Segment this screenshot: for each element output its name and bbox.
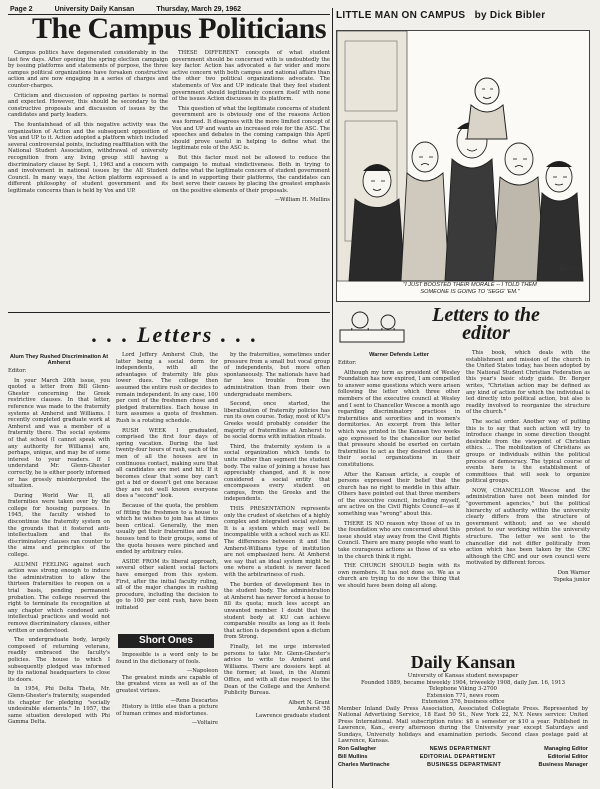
editorial-col-2 [172, 50, 330, 220]
short-one-author: —Napoleon [186, 668, 218, 675]
dept-label: BUSINESS DEPARTMENT [426, 761, 502, 768]
letter2-paragraph: This book, which deals with the establishment and mission of the church in the United States today, has been adopted by the National Student Christian Federation as this year's basic study guide. Dr. Berger writes, "Christian action may be defined as any kind of action for which the individual is led directly into political action, but also is readily involved to reorganize the structure of the church." [466, 350, 590, 416]
dept-label: EDITORIAL DEPARTMENT [419, 753, 496, 760]
comic-caption-line: "I JUST BOOSTED THEIR MORALE -- I TOLD THEM [403, 282, 537, 288]
editorial-paragraph: Campus politics have degenerated considerably in the last few days. After opening the spring election campaign by issuing platforms and statements of purpose, the three campus political organizations have forsaken constructive action and are now engaging in a series of charges and counter-charges. [8, 50, 168, 89]
letter2-paragraph: Although my term as president of Wesley Foundation has now expired, I am compelled to answer some questions which were arisen following the letter which three other members of the executive council at Wesley and I sent to Chancellor Wescoe a month ago regarding discriminatory practices in fraternities and sororities and in women's dormitories. An excerpt from this letter which was printed in the Kansan two weeks ago expressed to the chancellor our belief that pressure should be exerted on certain fraternities to act as they desired clauses of their social organizations in their constitutions. [338, 369, 460, 468]
paper-name: University Daily Kansan [54, 6, 135, 13]
letter1-col-2 [116, 352, 218, 632]
letter1-col-1 [8, 352, 110, 788]
letter2-paragraph: After the Kansan article, a couple of persons expressed their belief that the church has no right to meddle in this affair. Others have pointed out that three members of the executive council, including myself, are active on the Civil Rights Council—as if something was "wrong" about this. [338, 471, 460, 518]
letter1-paragraph: Second, once started, the liberalization of fraternity policies has run its own course. Today, most of KU's Greeks would probably consider the majority of fraternities at Amherst to be social dorms with initiation rituals. [224, 401, 330, 441]
staff-name: Ron Gallagher [338, 745, 377, 752]
letter1-paragraph: In your March 20th issue, you quoted a letter from Bill Glenn-Ghester concerning the Greek restrictive clauses. In that letter, reference was made to the fraternity systems at Amherst and Williams. I recently completed graduate work at Amherst and was a member of a fraternity there. The social systems of that school (I cannot speak with any authority for Williams) are, perhaps, unique, and may be of some interest to your readers. If I understand Mr. Glenn-Ghester correctly, he is either poorly informed or has grossly misinterpreted the situation. [8, 377, 110, 490]
masthead-line: Telephone Viking 3-2700 [429, 686, 497, 692]
letter2-paragraph: The social order. Another way of putting this is to say that such action will try to introduce change in some direction thought desirable from the viewpoint of Christian ethics. ... The mobilization of Christians as groups or individuals within the political process of democracy. The typical course of events here is the establishment of committees that will seek to organize political groups. [466, 418, 590, 485]
issue-date: Thursday, March 29, 1962 [156, 6, 242, 13]
letter2-title: Warner Defends Letter [369, 352, 429, 358]
letter1-paragraph: RUSH WEEK I graduated, comprised the first four days of spring vacation. During the last twenty-four hours of rush, each of the men of all the houses are in continuous contact, making sure that all candidates are met and hit. If it becomes clear that some boy can't get a bid or doesn't get one because they are not well known everyone does a "second" look. [116, 427, 218, 500]
letter1-signature-line: Lawrence graduate student [255, 712, 330, 719]
letter2-paragraph: NOW, CHANCELLOR Wescoe and the administration have not been minded for "government agencies," but the political hierarchy of authority within the university clearly differs from the structure of government without; and so we should protest to our working within the university structure. The letter we sent to the chancellor did not differ politically from action which has been taken by the CRC although the CRC and our own council were motivated by different forces. [466, 487, 590, 567]
comic-caption [380, 282, 560, 295]
staff-role: Managing Editor [544, 745, 588, 752]
letter1-paragraph: Third, the fraternity system is a social organization which tends to unite rather than segment the student body. The value of joining a house has appreciably changed, and it is now considered a social entity that encompasses every student on campus, from the Greeks and the independents. [224, 443, 330, 503]
staff-name: Bill Mullins [338, 753, 368, 760]
editorial-paragraph: Criticism and discussion of opposing parties is normal and expected. However, this should be secondary to the constructive proposals and discussion of issues by the candidates and party leaders. [8, 92, 168, 119]
letter1-signature: Albert N. Grant [288, 699, 330, 706]
letter1-paragraph: ASIDE FROM its liberal approach, several other salient social factors have emerged from this system. First, after the initial faculty ruling, all of the major changes in rushing procedure, including the decision to go to 100 per cent rush, have been initiated [116, 558, 218, 611]
staff-role: Business Manager [538, 761, 588, 768]
letter1-paragraph: THIS PRESENTATION represents only the crudest of sketches of a highly complex and integrated social system. It is a system which may well be incompatible with a school such as KU. The differences between it and the Amherst-Williams type of institution are not emphasized here. At Amherst we say that an ideal system might be one where a student is never faced with the arbitrariness of rush. [224, 506, 330, 578]
comic-byline: by Dick Bibler [474, 10, 546, 21]
comic-panel [336, 30, 590, 302]
masthead-line: University of Kansas student newspaper [407, 673, 519, 679]
staff-row [338, 761, 588, 769]
letter2-signature-line: Topeka junior [553, 576, 590, 583]
comic-illustration [337, 31, 589, 301]
letter1-paragraph: by the fraternities, sometimes under pressure from a small but vocal group of independents, but more often spontaneously. The nationals have had far less trouble from the administration than from their own undergraduate members. [224, 352, 330, 398]
page-number: Page 2 [10, 6, 33, 13]
masthead [338, 652, 588, 769]
letter1-paragraph: During World War II, all fraternities were taken over by the college for housing purposes. In 1945, the faculty wished to discontinue the fraternity system on the grounds that it fostered anti-intellectualism and that its discriminatory clauses ran counter to the aims and principles of the college. [8, 492, 110, 559]
letter1-paragraph: In 1954, Phi Delta Theta, Mr. Glenn-Ghester's fraternity, suspended its chapter for pledging "socially undesirable elements." In 1957, the same situation developed with Phi Gamma Delta. [8, 686, 110, 726]
editorial-col-1 [8, 50, 168, 220]
masthead-details: Member Inland Daily Press Association, Associated Collegiate Press. Represented by National Advertising Service, 18 East 50 St., New York 22, N.Y. News service: United Press International. Mail subscription rates: $8 a semester or $10 a year. Published in Lawrence, Kan., every afternoon during the University year except Saturdays and Sundays, University holidays and examination periods. Second class postage paid at Lawrence, Kansas. [338, 705, 588, 744]
letter2-signature: Don Warner [557, 570, 590, 576]
masthead-line: Founded 1889, became biweekly 1904, triweekly 1908, daily Jan. 16, 1913 [360, 679, 566, 686]
letter1-col-3 [224, 352, 330, 788]
comic-signature: Bibler [559, 263, 582, 273]
short-one-author: —Voltaire [191, 720, 218, 727]
masthead-line: Extension 771, news room [426, 692, 500, 699]
letter1-salutation: Editor: [8, 368, 27, 374]
letters-banner: . . . Letters . . . [92, 322, 259, 347]
letter1-paragraph: Finally, let me urge interested persons to take Mr. Glenn-Ghester's advice to write to Amherst and Williams. There are dossiers kept at the former, at least, in the Alumni Office, and with all due respect to the Dean of the College and the Amherst Publicity Bureau. [224, 643, 330, 697]
letter1-paragraph: The burden of development lies in the student body. The administration at Amherst has never forced a house to fill its quota; much less accept an unwanted member. I doubt that the student body at KU can achieve comparable results as long as it feels that action is dependent upon a dictum from Strong. [224, 581, 330, 641]
letter1-paragraph: ALUMNI FEELING against such action was strong enough to induce the administration to allow the thirteen fraternities to reopen on a trial basis, pending permanent probation. The college reserved the right to terminate its recognition at any chapter which condoned anti-intellectual practices and would not remove discriminatory clauses, either written or understood. [8, 561, 110, 634]
masthead-line: Extension 376, business office [421, 699, 505, 705]
short-ones-header: Short Ones [118, 634, 214, 648]
editorial-signature: —William H. Mullins [274, 197, 330, 204]
editorial-paragraph: THESE DIFFERENT concepts of what student government should be concerned with is undoubtedly the key factor. Action has advocated a far wider and more active concern with both campus and national affairs than the other two political organizations advocate. The statements of Vox and UP indicate that they feel student government should legitimately concern itself with none of the issues Action discusses in its platform. [172, 50, 330, 103]
short-one-quote: History is little else than a picture of human crimes and misfortunes. [116, 704, 218, 717]
editorial-headline: The Campus Politicians [32, 12, 327, 45]
comic-title [336, 10, 545, 21]
letter2-paragraph: THERE IS NO reason why those of us in the foundation who are concerned about this issue should stay away from the Civil Rights Council. There are many people who want to take courageous actions as those of us who in the church think it right. [338, 520, 460, 560]
letters-rule [8, 312, 330, 313]
editorial-paragraph: The fountainhead of all this negative activity was the organization of Action and the subsequent opposition of Vox and UP to it. Action adopted a platform which included several controversial points, including reaffiliation with the National Student Association, withdrawal of university recognition from any living group still having a discriminatory clause by Sept. 1, 1963 and a concern with and involvement in national issues by the All Student Council. In many ways, the Action platform expressed a different philosophy of student government and its legitimate concerns than is held by Vox and UP. [8, 121, 168, 194]
short-one-author: —Rene Descartes [170, 697, 218, 704]
letter1-paragraph: Lord Jeffery Amherst Club, the latter being a social dorm for independents, with all the advantages of fraternity life plus lower dues. The college then assumed the entire rush or decides to remain independent. In any case, 100 per cent of the freshmen chose and pledged fraternities. Each house in turn assumes a quota of freshmen. Rush is a rotating schedule. [116, 352, 218, 424]
staff-row [338, 753, 588, 761]
editorial-paragraph: This question of what the legitimate concerns of student government are is obviously one of the reasons Action was formed. It disagrees with the more limited concept of Vox and UP and wants an increased role for the ASC. The speeches and debates in the coming campaign this April should prove useful in helping to define what the legitimate role of the ASC is. [172, 105, 330, 152]
short-ones-list [116, 652, 218, 788]
letter2-salutation: Editor: [338, 360, 357, 366]
staff-name: Charles Martinache [338, 761, 390, 768]
staff-row [338, 745, 588, 753]
comic-caption-line: SOMEONE IS GOING TO 'SEGG' 'EM." [420, 288, 520, 295]
column-divider [332, 8, 333, 788]
short-one-quote: The greatest minds are capable of the greatest vices as well as of the greatest virtues. [116, 674, 218, 694]
letter1-signature-line: Amherst '58 [297, 706, 330, 713]
letters-to-editor-title: Letters to the editor [432, 304, 540, 344]
letter2-col-2 [466, 350, 590, 650]
comic-name: LITTLE MAN ON CAMPUS [336, 10, 466, 21]
letter1-title: Alum They Rushed Discrimination At Amherst [9, 354, 109, 366]
letter2-col-1 [338, 350, 460, 650]
letter1-paragraph: The undergraduate body, largely composed of returning veterans, readily embraced the faculty's policies. The house to which I subsequently pledged was informed by its national headquarters to close its doors. [8, 637, 110, 683]
staff-role: Editorial Editor [547, 753, 588, 760]
letter2-paragraph: THE CHURCH SHOULD begin with its own members. It has not done so. We as a church are trying to do now the thing that we should have been doing all along. [338, 563, 460, 589]
editorial-paragraph: But this factor must not be allowed to reduce the campaign to mutual vindictiveness. Both in trying to define what the legitimate concern of student government is and in supporting their platforms, the candidates can best serve their causes by placing the greatest emphasis on the positive elements of their proposals. [172, 154, 330, 194]
dept-label: NEWS DEPARTMENT [429, 745, 491, 752]
letter1-paragraph: Because of the quota, the problem of fitting the freshmen to a house to which he wishes to join has at times been critical. Generally, the men usually get their fraternities and the houses tend to their groups, some of the quota houses were pinched and ended by arbitrary rules. [116, 503, 218, 556]
short-one-quote: Impossible is a word only to be found in the dictionary of fools. [116, 652, 218, 665]
masthead-title: Daily Kansan [410, 652, 516, 672]
